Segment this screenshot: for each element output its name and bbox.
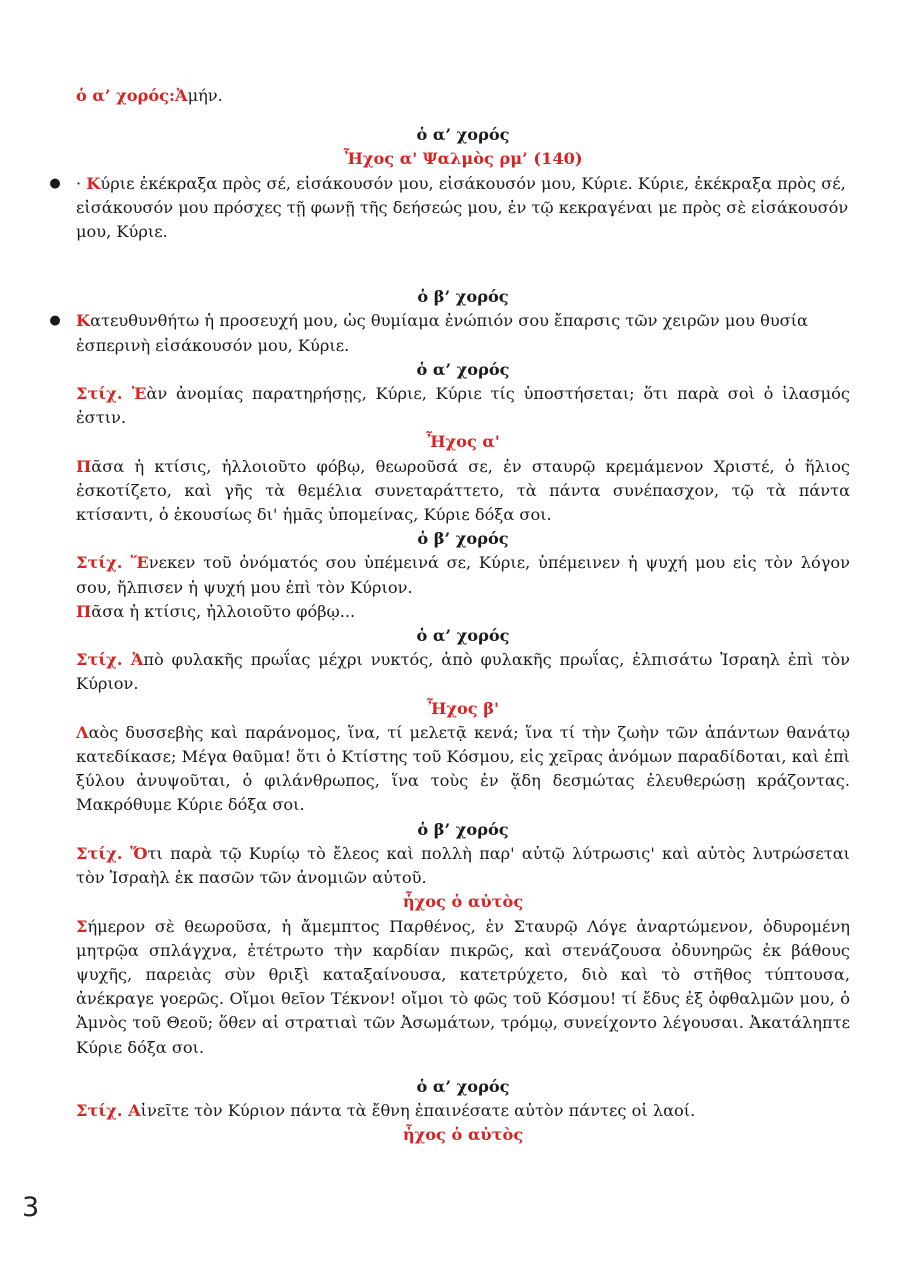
paragraph-text: ᾶσα ἡ κτίσις, ἠλλοιοῦτο φόβῳ... <box>91 601 356 621</box>
initial-letter: Κ <box>76 311 91 331</box>
initial-letter: Ἀ <box>175 86 188 105</box>
hymn-paragraph <box>76 648 850 696</box>
hymn-paragraph <box>76 721 850 818</box>
verse-label: Στίχ. <box>76 553 131 573</box>
initial-letter: Α <box>128 1100 141 1120</box>
verse-label: ὁ α’ χορός: <box>76 86 175 105</box>
initial-letter: Λ <box>76 722 89 742</box>
block-spacer <box>76 244 850 285</box>
bullet-dot-icon: ● <box>49 313 61 329</box>
tone-heading: Ἦχος α' <box>426 432 500 452</box>
verse-label: Στίχ. <box>76 650 131 670</box>
document-body <box>49 84 850 1147</box>
choir-heading: ὁ α’ χορός <box>416 626 510 646</box>
bullet-paragraph <box>49 309 850 357</box>
paragraph-text: νεκεν τοῦ ὀνόματός σου ὑπέμεινά σε, Κύριε, ὑπέμεινεν ἡ ψυχή μου εἰς τὸν λόγον σου, ἤλπισεν ἡ ψυχή μου ἐπὶ τὸν Κύριον. <box>76 553 850 597</box>
paragraph-text: ἰνεῖτε τὸν Κύριον πάντα τὰ ἔθνη ἐπαινέσατε αὐτὸν πάντες οἱ λαοί. <box>140 1100 696 1120</box>
choir-heading: ὁ β’ χορός <box>417 287 509 307</box>
paragraph-text: ᾶσα ἡ κτίσις, ἠλλοιοῦτο φόβῳ, θεωροῦσά σε, ἐν σταυρῷ κρεμάμενον Χριστέ, ὁ ἥλιος ἐσκοτίζετο, καὶ γῆς τὰ θεμέλια συνεταράττετο, τὰ πάντα συνέπασχον, τῷ τὰ πάντα κτίσαντι, ὁ ἑκουσίως δι' ἡμᾶς ὑπομείνας, Κύριε δόξα σοι. <box>76 456 850 525</box>
initial-letter: Ἕ <box>130 553 149 573</box>
paragraph-text: μήν. <box>187 86 223 105</box>
hymn-paragraph <box>76 600 850 624</box>
initial-letter: Ἀ <box>130 650 144 670</box>
hymn-paragraph <box>76 1099 850 1123</box>
choir-heading: ὁ β’ χορός <box>417 529 509 549</box>
bullet-dot-icon: ● <box>49 175 61 191</box>
initial-letter: Π <box>76 601 92 621</box>
choir-heading: ὁ α’ χορός <box>416 359 510 379</box>
block-spacer <box>76 108 850 123</box>
paragraph-text: ατευθυνθήτω ἡ προσευχή μου, ὡς θυμίαμα ἐνώπιόν σου ἔπαρσις τῶν χειρῶν μου θυσία ἑσπερινὴ εἰσάκουσόν μου, Κύριε. <box>76 311 808 355</box>
initial-letter: Ἐ <box>131 384 147 404</box>
bullet-paragraph <box>49 172 850 245</box>
tone-heading: Ἦχος β' <box>426 698 499 718</box>
hymn-paragraph <box>76 842 850 890</box>
paragraph-text: ήμερον σὲ θεωροῦσα, ἡ ἄμεμπτος Παρθένος, ἐν Σταυρῷ Λόγε ἀναρτώμενον, ὀδυρομένη μητρῷα σπλάγχνα, ἐτέτρωτο τὴν καρδίαν πικρῶς, καὶ στενάζουσα ὀδυνηρῶς ἐκ βάθους ψυχῆς, παρειὰς σὺν θριξὶ καταξαίνουσα, κατετρύχετο, διὸ καὶ τὸ στῆθος τύπτουσα, ἀνέκραγε γοερῶς. Οἴμοι θεῖον Τέκνον! οἴμοι τὸ φῶς τοῦ Κόσμου! τί ἔδυς ἐξ ὀφθαλμῶν μου, ὁ Ἀμνὸς τοῦ Θεοῦ; ὅθεν αἱ στρατιαὶ τῶν Ἀσωμάτων, τρόμῳ, συνείχοντο λέγουσαι. Ἀκατάληπτε Κύριε δόξα σοι. <box>76 916 850 1057</box>
initial-letter: Ὅ <box>130 843 148 863</box>
hymn-paragraph <box>76 551 850 599</box>
paragraph-text: πὸ φυλακῆς πρωΐας μέχρι νυκτός, ἀπὸ φυλακῆς πρωΐας, ἐλπισάτω Ἰσραηλ ἐπὶ τὸν Κύριον. <box>76 650 850 694</box>
verse-label: Στίχ. <box>76 384 132 404</box>
verse-label: Στίχ. <box>76 843 131 863</box>
paragraph-text: αὸς δυσσεβὴς καὶ παράνομος, ἵνα, τί μελετᾷ κενά; ἵνα τί τὴν ζωὴν τῶν ἁπάντων θανάτῳ κατεδίκασε; Μέγα θαῦμα! ὅτι ὁ Κτίστης τοῦ Κόσμου, εἰς χεῖρας ἀνόμων παραδίδοται, καὶ ἐπὶ ξύλου ἀνυψοῦται, ὁ φιλάνθρωπος, ἵνα τοὺς ἐν ᾅδη δεσμώτας ἐλευθερώσῃ κράζοντας. Μακρόθυμε Κύριε δόξα σοι. <box>76 722 850 815</box>
initial-letter: Κ <box>86 173 101 193</box>
hymn-paragraph <box>76 84 850 108</box>
initial-letter: Σ <box>76 916 88 936</box>
choir-heading: ὁ α’ χορός <box>416 125 510 145</box>
hymn-paragraph <box>76 455 850 528</box>
tone-heading: ἦχος ὁ αὐτὸς <box>402 892 524 912</box>
initial-letter: Π <box>76 456 92 476</box>
tone-heading: Ἦχος α' Ψαλμὸς ρμ’ (140) <box>343 149 583 169</box>
hymn-paragraph <box>76 915 850 1060</box>
hymn-paragraph <box>76 382 850 430</box>
verse-label: · <box>76 173 87 193</box>
verse-label: Στίχ. <box>76 1100 129 1120</box>
paragraph-text: τι παρὰ τῷ Κυρίῳ τὸ ἔλεος καὶ πολλὴ παρ' αὐτῷ λύτρωσις' καὶ αὐτὸς λυτρώσεται τὸν Ἰσραὴλ ἐκ πασῶν τῶν ἀνομιῶν αὐτοῦ. <box>76 843 850 888</box>
page-number: 3 <box>22 1192 40 1223</box>
paragraph-text: ὰν ἀνομίας παρατηρήσῃς, Κύριε, Κύριε τίς ὑποστήσεται; ὅτι παρὰ σοὶ ὁ ἱλασμός ἐστιν. <box>76 384 850 428</box>
paragraph-text: ύριε ἐκέκραξα πρὸς σέ, εἰσάκουσόν μου, εἰσάκουσόν μου, Κύριε. Κύριε, ἐκέκραξα πρὸς σέ, εἰσάκουσόν μου πρόσχες τῇ φωνῇ τῆς δεήσεώς μου, ἐν τῷ κεκραγέναι με πρὸς σὲ εἰσάκουσόν μου, Κύριε. <box>76 173 849 242</box>
choir-heading: ὁ β’ χορός <box>417 819 509 839</box>
choir-heading: ὁ α’ χορός <box>416 1076 510 1096</box>
tone-heading: ἦχος ὁ αὐτὸς <box>402 1125 524 1145</box>
block-spacer <box>76 1060 850 1075</box>
